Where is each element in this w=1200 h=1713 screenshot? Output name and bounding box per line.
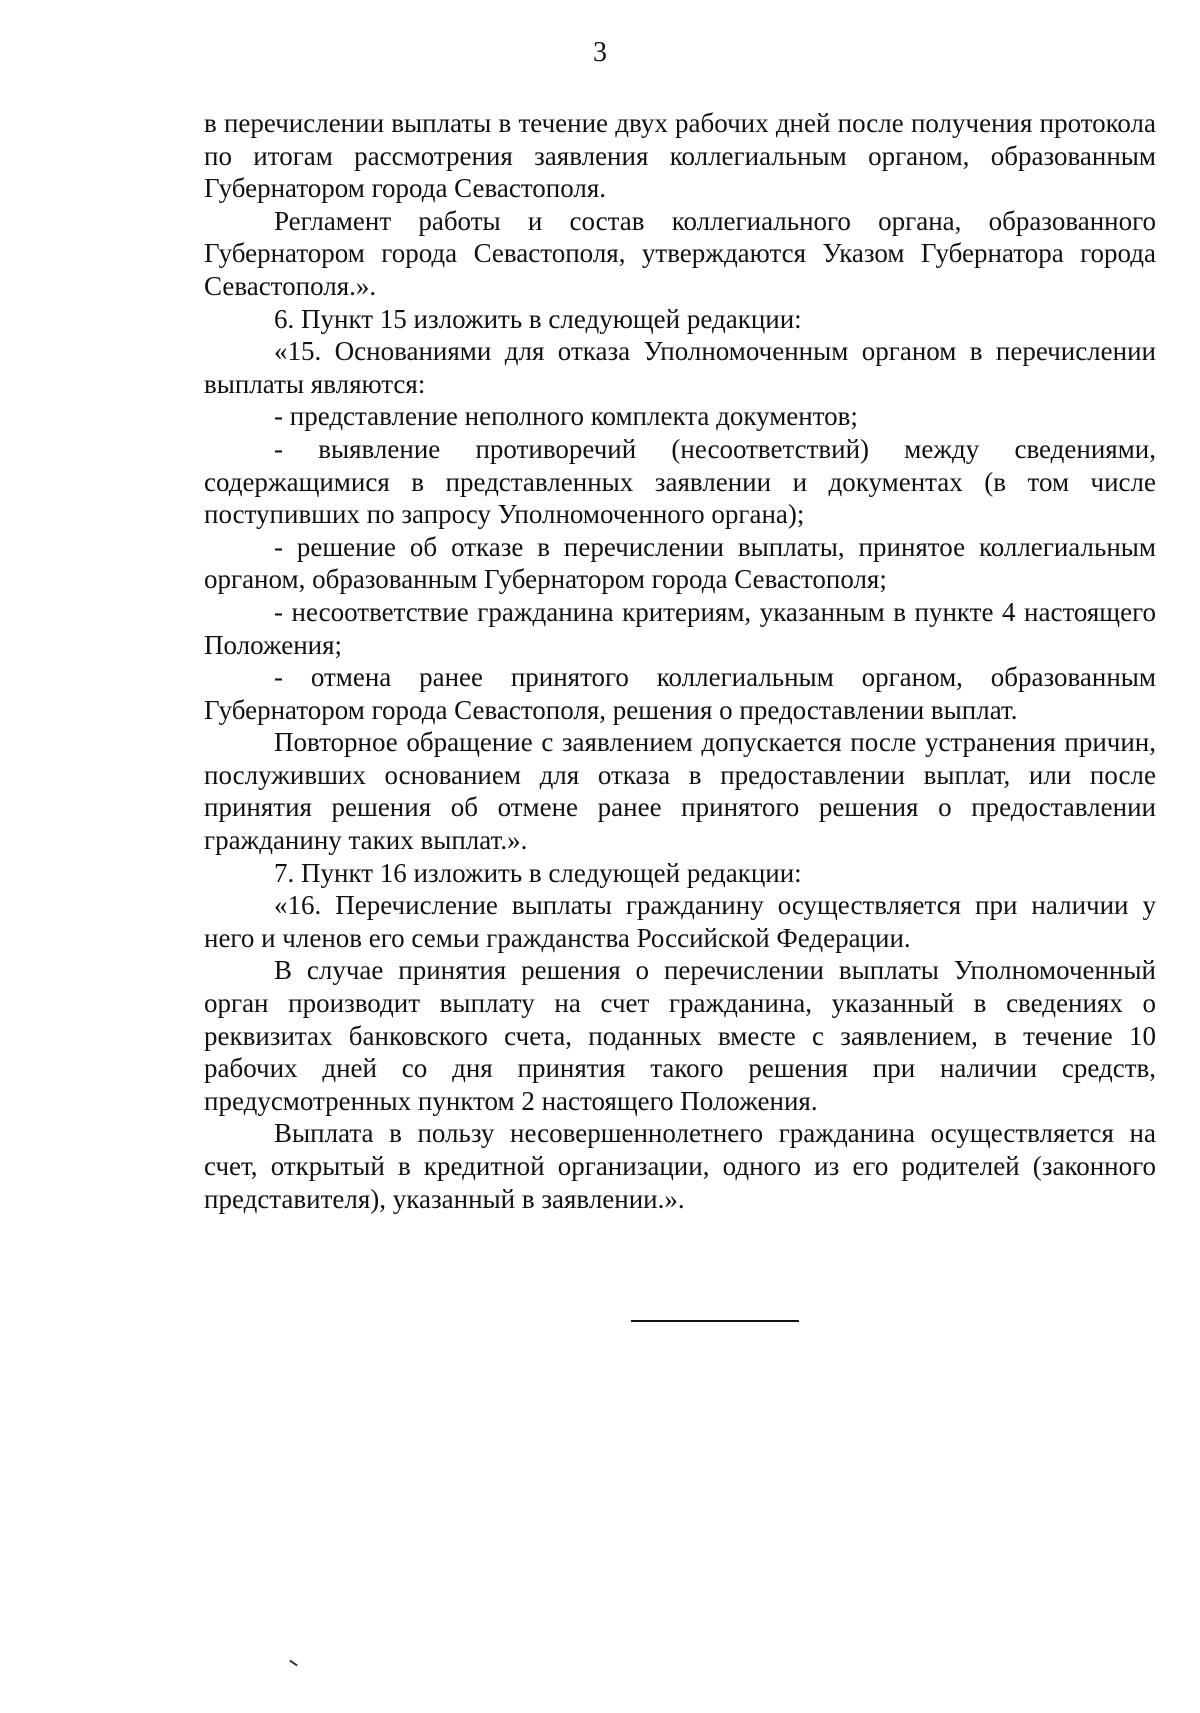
paragraph-item-7-heading: 7. Пункт 16 изложить в следующей редакции: bbox=[274, 857, 802, 888]
paragraph-payment-procedure: В случае принятия решения о перечислении выплаты Уполномоченный орган производит выплату на счет гражданина, указанный в сведениях о реквизитах банковского счета, поданных вместе с заявлением, в течение 10 рабочих дней со дня принятия такого решения при наличии средств, предусмотренных пунктом 2 настоящего Положения. bbox=[204, 955, 1156, 1116]
paragraph-reglament: Регламент работы и состав коллегиального органа, образованного Губернатором города Севастополя, утверждаются Указом Губернатора города Севастополя.». bbox=[204, 205, 1156, 301]
paragraph-item-6-heading: 6. Пункт 15 изложить в следующей редакции: bbox=[274, 303, 802, 334]
end-of-document-rule bbox=[631, 1320, 799, 1322]
document-body bbox=[204, 107, 1156, 1215]
list-item-criteria-mismatch: - несоответствие гражданина критериям, указанным в пункте 4 настоящего Положения; bbox=[204, 596, 1156, 660]
paragraph-point-16: «16. Перечисление выплаты гражданину осуществляется при наличии у него и членов его семьи гражданства Российской Федерации. bbox=[204, 890, 1156, 953]
paragraph-continuation: в перечислении выплаты в течение двух рабочих дней после получения протокола по итогам рассмотрения заявления коллегиальным органом, образованным Губернатором города Севастополя. bbox=[204, 108, 1156, 204]
page-number: 3 bbox=[593, 37, 607, 68]
list-item-decision-cancellation: - отмена ранее принятого коллегиальным органом, образованным Губернатором города Севастополя, решения о предоставлении выплат. bbox=[204, 662, 1156, 725]
paragraph-repeat-application: Повторное обращение с заявлением допускается после устранения причин, послуживших основанием для отказа в предоставлении выплат, или после принятия решения об отмене ранее принятого решения о предоставлении гражданину таких выплат.». bbox=[204, 727, 1156, 856]
scan-mark bbox=[289, 1660, 298, 1667]
paragraph-point-15: «15. Основаниями для отказа Уполномоченным органом в перечислении выплаты являются: bbox=[204, 336, 1156, 399]
list-item-contradictions: - выявление противоречий (несоответствий) между сведениями, содержащимися в представленных заявлении и документах (в том числе поступивших по запросу Уполномоченного органа); bbox=[204, 433, 1156, 530]
paragraph-minor-payment: Выплата в пользу несовершеннолетнего гражданина осуществляется на счет, открытый в кредитной организации, одного из его родителей (законного представителя), указанный в заявлении.». bbox=[204, 1118, 1156, 1214]
list-item-refusal-decision: - решение об отказе в перечислении выплаты, принятое коллегиальным органом, образованным Губернатором города Севастополя; bbox=[204, 531, 1156, 595]
list-item-incomplete-documents: - представление неполного комплекта документов; bbox=[274, 401, 858, 432]
